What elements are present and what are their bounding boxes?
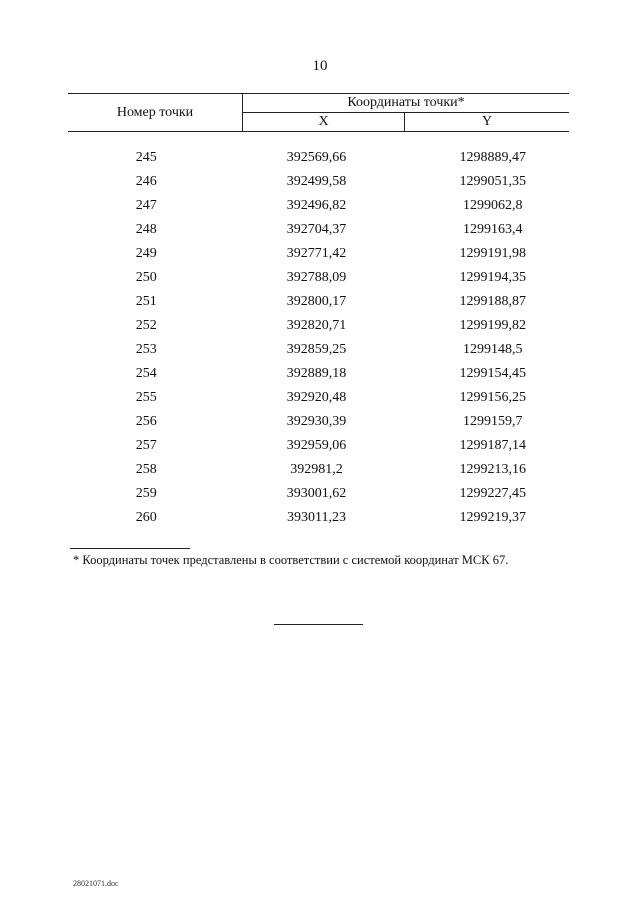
point-number-cell: 259 — [135, 486, 157, 501]
point-number-cell: 250 — [135, 270, 157, 285]
y-coordinate-cell: 1299051,35 — [459, 174, 526, 189]
table-row — [68, 266, 569, 290]
point-number-cell: 258 — [135, 462, 157, 477]
y-coordinate-cell: 1299213,16 — [459, 462, 526, 477]
point-number-cell: 246 — [135, 174, 157, 189]
footnote-divider — [70, 548, 190, 549]
x-coordinate-cell: 392859,25 — [286, 342, 347, 357]
x-coordinate-cell: 393001,62 — [286, 486, 347, 501]
table-row — [68, 170, 569, 194]
table-row — [68, 386, 569, 410]
table-row — [68, 314, 569, 338]
table-row — [68, 146, 569, 170]
header-x: X — [243, 113, 405, 132]
y-coordinate-cell: 1299154,45 — [459, 366, 526, 381]
y-coordinate-cell: 1299188,87 — [459, 294, 526, 309]
table-row — [68, 218, 569, 242]
point-number-cell: 251 — [135, 294, 157, 309]
end-divider — [274, 624, 363, 625]
point-number-cell: 248 — [135, 222, 157, 237]
file-name: 28021071.doc — [73, 879, 119, 888]
coordinates-table — [68, 93, 569, 530]
x-coordinate-cell: 392788,09 — [286, 270, 347, 285]
x-coordinate-cell: 392820,71 — [286, 318, 347, 333]
header-y: Y — [405, 113, 570, 132]
footnote: * Координаты точек представлены в соответствии с системой координат МСК 67. — [73, 553, 509, 567]
point-number-cell: 254 — [135, 366, 157, 381]
table-row — [68, 434, 569, 458]
point-number-cell: 252 — [135, 318, 157, 333]
x-coordinate-cell: 392930,39 — [286, 414, 347, 429]
table-header — [68, 94, 569, 132]
table-row — [68, 194, 569, 218]
point-number-cell: 249 — [135, 246, 157, 261]
x-coordinate-cell: 392920,48 — [286, 390, 347, 405]
x-coordinate-cell: 392771,42 — [286, 246, 347, 261]
point-number-cell: 247 — [135, 198, 157, 213]
y-coordinate-cell: 1299156,25 — [459, 390, 526, 405]
y-coordinate-cell: 1299227,45 — [459, 486, 526, 501]
x-coordinate-cell: 393011,23 — [287, 510, 346, 525]
x-coordinate-cell: 392704,37 — [286, 222, 347, 237]
x-coordinate-cell: 392981,2 — [290, 462, 343, 477]
x-coordinate-cell: 392499,58 — [286, 174, 347, 189]
header-point-number: Номер точки — [68, 94, 243, 132]
y-coordinate-cell: 1299194,35 — [459, 270, 526, 285]
y-coordinate-cell: 1298889,47 — [459, 150, 526, 165]
table-row — [68, 410, 569, 434]
x-coordinate-cell: 392569,66 — [286, 150, 347, 165]
y-coordinate-cell: 1299219,37 — [459, 510, 526, 525]
x-coordinate-cell: 392889,18 — [286, 366, 347, 381]
y-coordinate-cell: 1299187,14 — [459, 438, 526, 453]
point-number-cell: 255 — [135, 390, 157, 405]
table-row — [68, 290, 569, 314]
x-coordinate-cell: 392959,06 — [286, 438, 347, 453]
table-body — [68, 132, 569, 531]
point-number-cell: 260 — [135, 510, 157, 525]
y-coordinate-cell: 1299199,82 — [459, 318, 526, 333]
x-coordinate-cell: 392800,17 — [286, 294, 347, 309]
table-row — [68, 506, 569, 530]
y-coordinate-cell: 1299148,5 — [463, 342, 523, 357]
y-coordinate-cell: 1299163,4 — [463, 222, 523, 237]
point-number-cell: 253 — [135, 342, 157, 357]
y-coordinate-cell: 1299159,7 — [463, 414, 523, 429]
table-row — [68, 458, 569, 482]
table-row — [68, 338, 569, 362]
table-row — [68, 362, 569, 386]
y-coordinate-cell: 1299062,8 — [463, 198, 523, 213]
point-number-cell: 256 — [135, 414, 157, 429]
point-number-cell: 257 — [135, 438, 157, 453]
table-row — [68, 482, 569, 506]
header-coordinates: Координаты точки* — [243, 94, 570, 113]
page-number: 10 — [312, 58, 328, 74]
point-number-cell: 245 — [135, 150, 157, 165]
x-coordinate-cell: 392496,82 — [286, 198, 347, 213]
table-row — [68, 242, 569, 266]
y-coordinate-cell: 1299191,98 — [459, 246, 526, 261]
